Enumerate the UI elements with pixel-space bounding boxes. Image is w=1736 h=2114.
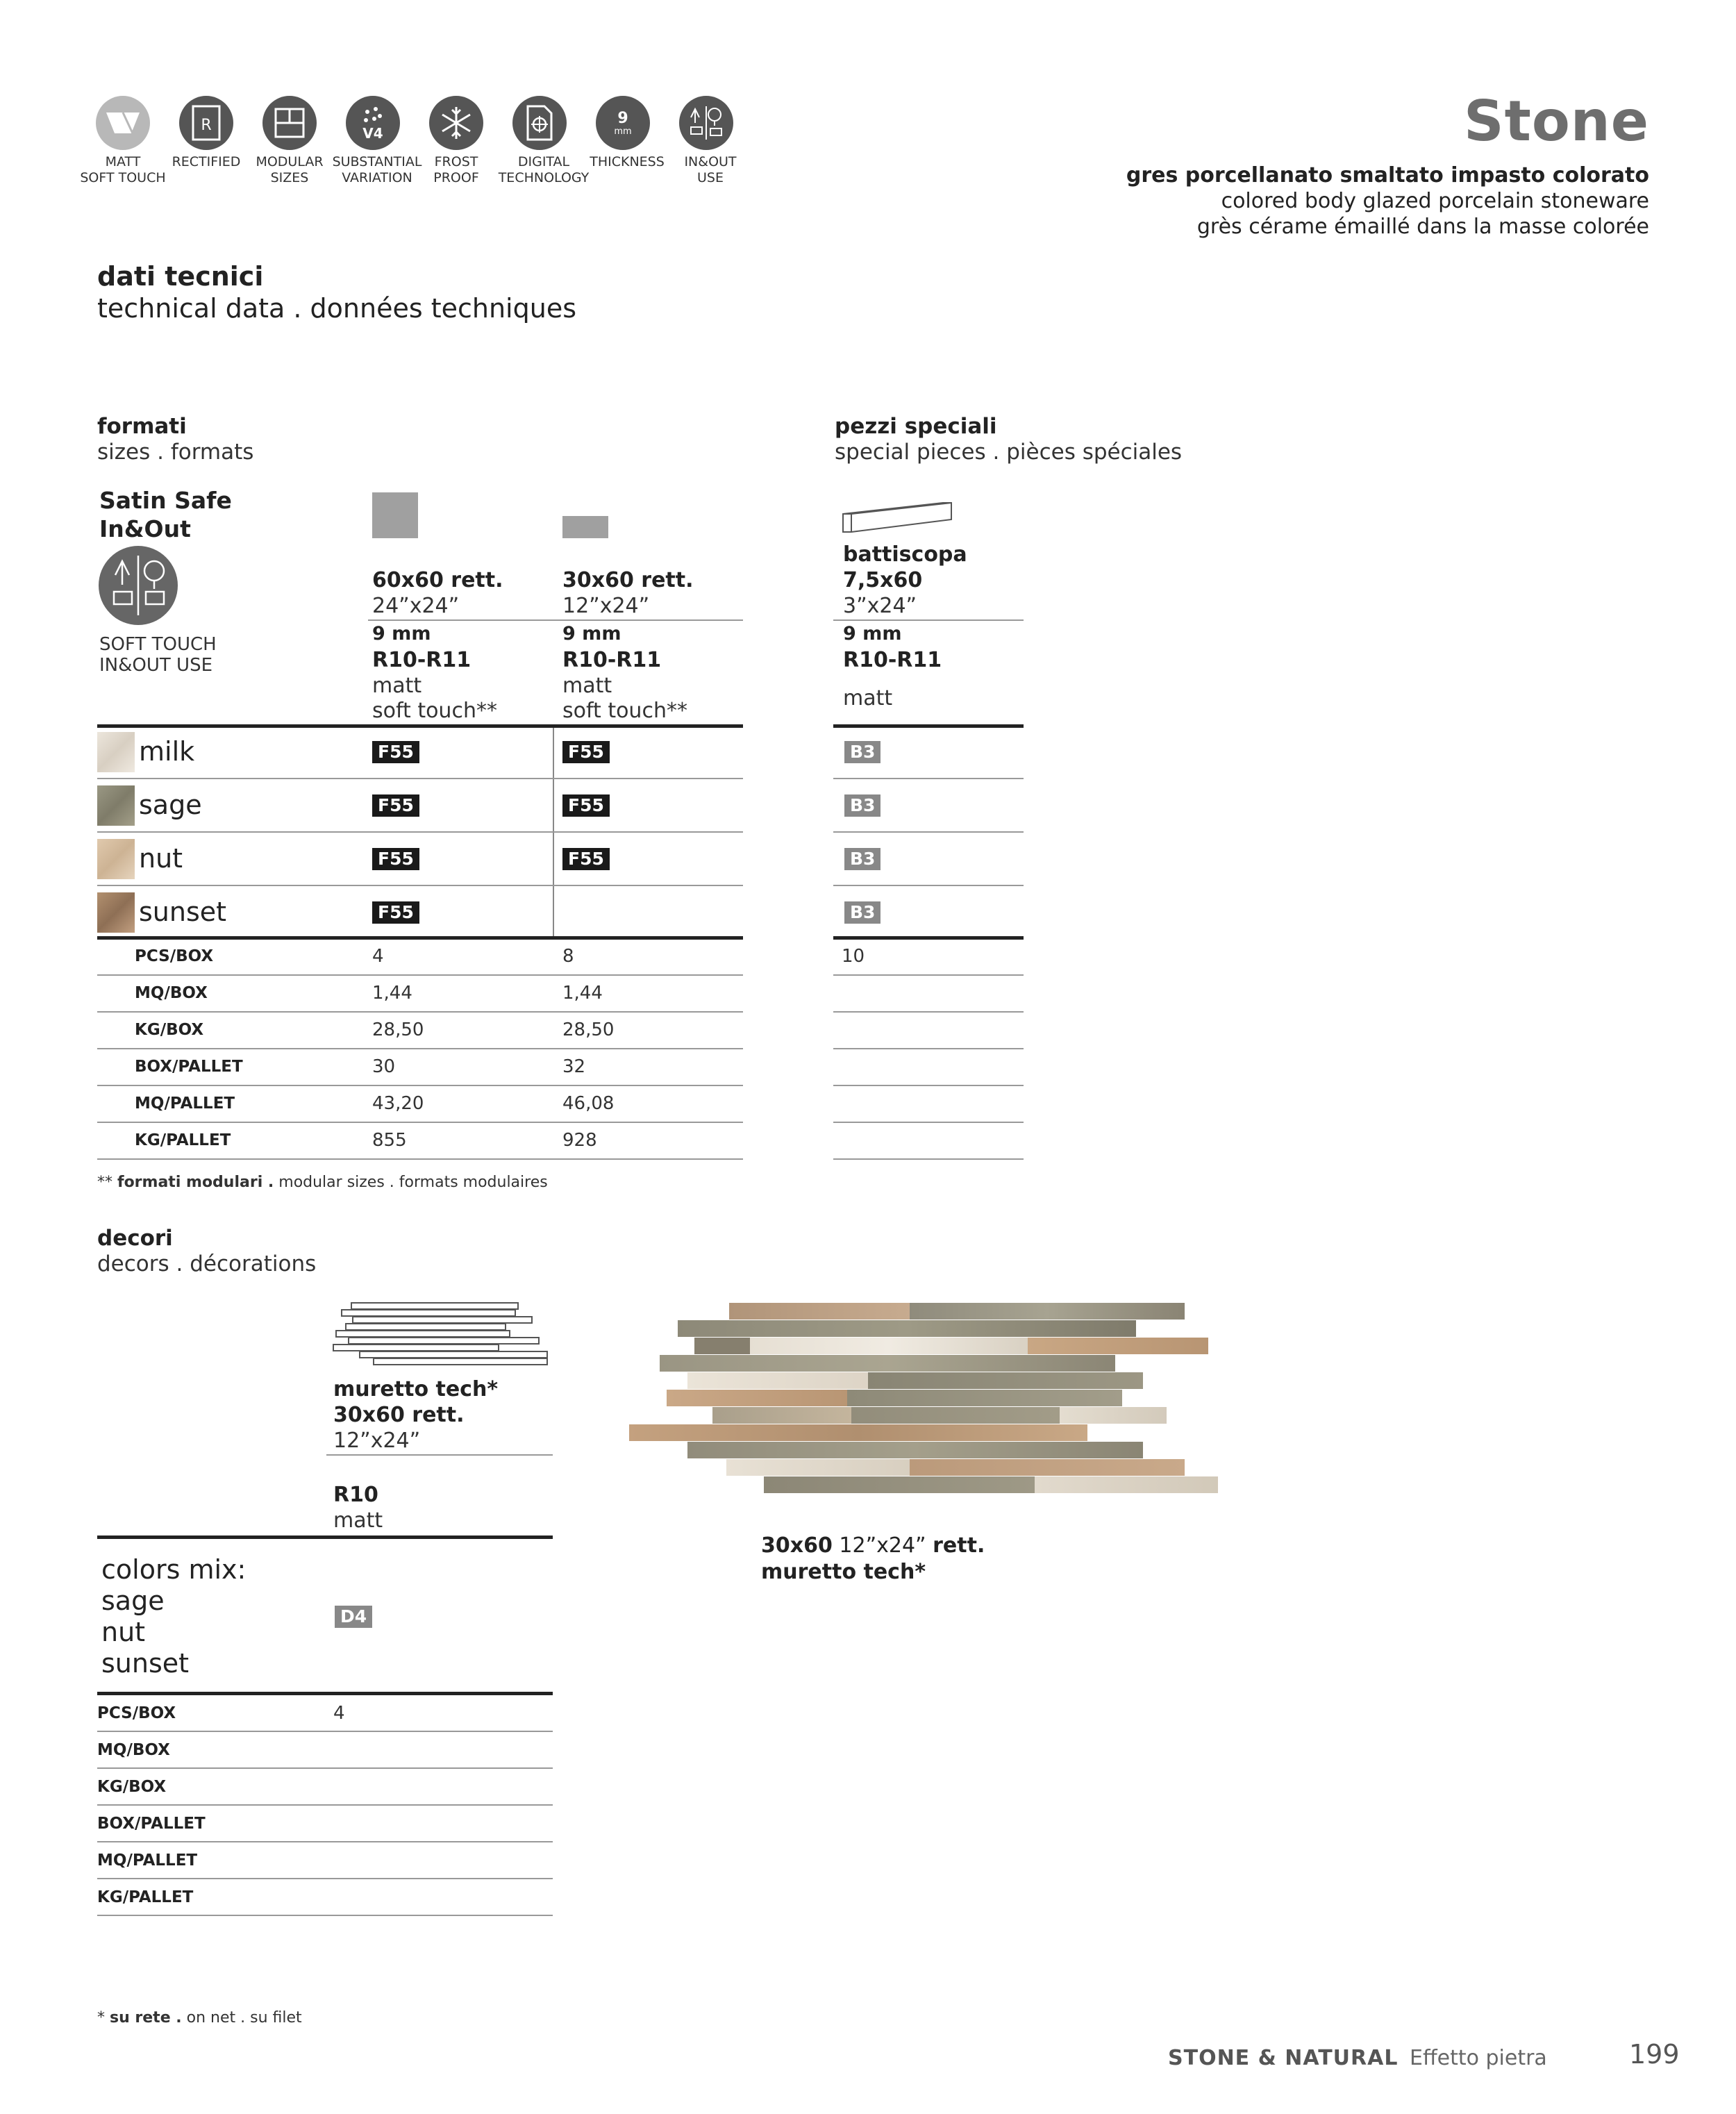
code-battiscopa-sage: B3 — [844, 794, 880, 817]
frost-proof-icon — [429, 96, 483, 150]
col-header-divider — [368, 619, 743, 621]
pezzi-thick-rule-bottom — [833, 936, 1024, 940]
footer-section: STONE & NATURAL — [1168, 2046, 1399, 2070]
row-divider — [97, 1731, 553, 1732]
color-sunset: sunset — [139, 897, 227, 927]
code-milk-30x60: F55 — [562, 741, 610, 763]
modular-sizes-label: MODULAR SIZES — [256, 154, 324, 185]
footnote-net: * su rete . on net . su filet — [97, 2009, 302, 2026]
tile-30x60-shape — [562, 516, 608, 538]
col2-slip: R10-R11 — [562, 648, 662, 672]
col2-finish1: matt — [562, 674, 612, 698]
code-nut-30x60: F55 — [562, 848, 610, 870]
code-sage-60x60: F55 — [372, 794, 419, 817]
rectified-label: RECTIFIED — [172, 154, 241, 169]
table-cell: 4 — [333, 1703, 345, 1724]
battiscopa-thick: 9 mm — [843, 623, 902, 644]
pezzi-title-it: pezzi speciali — [835, 414, 997, 439]
in-out-series-icon — [99, 546, 178, 625]
series-badge-label: SOFT TOUCH IN&OUT USE — [99, 634, 217, 676]
subtitle-it: gres porcellanato smaltato impasto colorato — [1126, 163, 1649, 188]
col2-thick: 9 mm — [562, 623, 621, 644]
code-battiscopa-sunset: B3 — [844, 901, 880, 924]
row-divider — [833, 885, 1024, 886]
formati-title-rest: sizes . formats — [97, 440, 254, 465]
muretto-inch: 12”x24” — [333, 1429, 421, 1453]
battiscopa-name: battiscopa — [843, 542, 967, 567]
table-row-label: KG/BOX — [135, 1021, 204, 1039]
colors-mix-list: colors mix: sage nut sunset — [101, 1554, 247, 1679]
code-sage-30x60: F55 — [562, 794, 610, 817]
row-divider — [833, 1085, 1024, 1086]
rectified-icon — [179, 96, 233, 150]
table-cell: 32 — [562, 1056, 586, 1077]
pezzi-header-divider — [833, 619, 1024, 621]
col2-size: 30x60 rett. — [562, 568, 694, 592]
row-divider — [833, 1158, 1024, 1160]
col1-inch: 24”x24” — [372, 594, 460, 618]
digital-technology-label: DIGITAL TECHNOLOGY — [498, 154, 590, 185]
battiscopa-size: 7,5x60 — [843, 568, 923, 592]
row-divider — [97, 1085, 743, 1086]
table-cell: 8 — [562, 946, 574, 967]
thickness-icon — [596, 96, 650, 150]
table-cell: 28,50 — [562, 1019, 615, 1040]
col1-finish1: matt — [372, 674, 422, 698]
table-cell: 10 — [842, 946, 865, 967]
table-cell: 28,50 — [372, 1019, 424, 1040]
page-number: 199 — [1629, 2039, 1680, 2070]
code-battiscopa-milk: B3 — [844, 741, 880, 763]
decori-title-rest: decors . décorations — [97, 1251, 317, 1276]
muretto-outline-shape — [332, 1300, 554, 1372]
row-divider — [97, 778, 743, 779]
color-nut: nut — [139, 843, 183, 874]
table-cell: 855 — [372, 1130, 407, 1151]
swatch-sage — [97, 785, 135, 826]
muretto-size: 30x60 rett. — [333, 1403, 465, 1427]
page-title: Stone — [1463, 89, 1649, 153]
substantial-variation-label: SUBSTANTIAL VARIATION — [332, 154, 422, 185]
table-row-label: PCS/BOX — [97, 1704, 176, 1722]
table-row-label: KG/PALLET — [97, 1888, 194, 1906]
row-divider — [833, 1122, 1024, 1123]
thickness-label: THICKNESS — [590, 154, 665, 169]
row-divider — [97, 1011, 743, 1013]
frost-proof-label: FROST PROOF — [433, 154, 479, 185]
pezzi-title-rest: special pieces . pièces spéciales — [835, 440, 1183, 465]
formati-thick-rule-bottom — [97, 936, 743, 940]
row-divider — [97, 885, 743, 886]
in-out-use-icon — [679, 96, 733, 150]
digital-technology-icon — [512, 96, 567, 150]
decori-thick-rule-bottom — [97, 1692, 553, 1695]
svg-text:9: 9 — [617, 110, 628, 127]
tech-title-it: dati tecnici — [97, 261, 264, 292]
muretto-caption: 30x60 12”x24” rett. muretto tech* — [761, 1533, 985, 1584]
row-divider — [97, 1767, 553, 1769]
modular-sizes-icon — [262, 96, 317, 150]
table-cell: 46,08 — [562, 1093, 615, 1114]
table-row-label: KG/PALLET — [135, 1131, 231, 1149]
row-divider — [833, 778, 1024, 779]
col1-finish2: soft touch** — [372, 699, 497, 723]
row-divider — [97, 1122, 743, 1123]
row-divider — [833, 831, 1024, 833]
row-divider — [833, 1011, 1024, 1013]
code-milk-60x60: F55 — [372, 741, 419, 763]
footer-subtitle: Effetto pietra — [1410, 2046, 1547, 2070]
col1-slip: R10-R11 — [372, 648, 471, 672]
code-battiscopa-nut: B3 — [844, 848, 880, 870]
table-row-label: BOX/PALLET — [97, 1815, 206, 1833]
formati-title-it: formati — [97, 414, 187, 439]
decori-title-it: decori — [97, 1226, 173, 1251]
decori-header-divider — [326, 1454, 553, 1456]
subtitle-fr: grès cérame émaillé dans la masse colorée — [1196, 215, 1649, 239]
svg-text:V4: V4 — [362, 125, 383, 142]
row-divider — [97, 1158, 743, 1160]
table-cell: 4 — [372, 946, 384, 967]
decori-thick-rule-top — [97, 1535, 553, 1539]
series-name: Satin Safe In&Out — [99, 487, 232, 542]
color-sage: sage — [139, 790, 202, 820]
battiscopa-slip: R10-R11 — [843, 648, 942, 672]
table-row-label: MQ/BOX — [135, 984, 208, 1002]
matt-soft-touch-icon — [96, 96, 150, 150]
table-cell: 30 — [372, 1056, 396, 1077]
table-row-label: BOX/PALLET — [135, 1058, 243, 1076]
table-row-label: KG/BOX — [97, 1778, 167, 1796]
swatch-nut — [97, 839, 135, 879]
subtitle-en: colored body glazed porcelain stoneware — [1221, 189, 1649, 213]
code-nut-60x60: F55 — [372, 848, 419, 870]
battiscopa-inch: 3”x24” — [843, 594, 917, 618]
tech-title-rest: technical data . données techniques — [97, 293, 576, 324]
code-muretto-mix: D4 — [335, 1606, 372, 1628]
swatch-milk — [97, 732, 135, 772]
color-milk: milk — [139, 736, 195, 767]
table-cell: 43,20 — [372, 1093, 424, 1114]
row-divider — [97, 1915, 553, 1916]
row-divider — [833, 1048, 1024, 1049]
code-sunset-60x60: F55 — [372, 901, 419, 924]
muretto-finish: matt — [333, 1508, 383, 1533]
table-cell: 1,44 — [372, 983, 412, 1004]
tile-60x60-shape — [372, 492, 418, 538]
matt-soft-touch-label: MATT SOFT TOUCH — [80, 154, 166, 185]
table-row-label: MQ/PALLET — [97, 1851, 198, 1870]
formati-thick-rule-top — [97, 724, 743, 728]
table-row-label: PCS/BOX — [135, 947, 214, 965]
swatch-sunset — [97, 892, 135, 933]
substantial-variation-icon — [346, 96, 400, 150]
svg-text:mm: mm — [614, 126, 632, 137]
table-cell: 1,44 — [562, 983, 603, 1004]
table-row-label: MQ/PALLET — [135, 1095, 235, 1113]
row-divider — [833, 974, 1024, 976]
pezzi-thick-rule-top — [833, 724, 1024, 728]
in-out-use-label: IN&OUT USE — [684, 154, 737, 185]
table-cell: 928 — [562, 1130, 597, 1151]
svg-text:R: R — [201, 117, 212, 134]
row-divider — [97, 974, 743, 976]
row-divider — [97, 831, 743, 833]
row-divider — [97, 1048, 743, 1049]
col1-size: 60x60 rett. — [372, 568, 503, 592]
footnote-modular: ** formati modulari . modular sizes . formats modulaires — [97, 1174, 548, 1191]
col2-finish2: soft touch** — [562, 699, 687, 723]
muretto-name: muretto tech* — [333, 1377, 499, 1401]
row-divider — [97, 1878, 553, 1879]
battiscopa-finish: matt — [843, 686, 893, 710]
muretto-slip: R10 — [333, 1483, 378, 1507]
col2-inch: 12”x24” — [562, 594, 650, 618]
row-divider — [97, 1841, 553, 1842]
battiscopa-shape — [842, 499, 953, 538]
col1-thick: 9 mm — [372, 623, 431, 644]
table-row-label: MQ/BOX — [97, 1741, 170, 1759]
row-divider — [97, 1804, 553, 1806]
